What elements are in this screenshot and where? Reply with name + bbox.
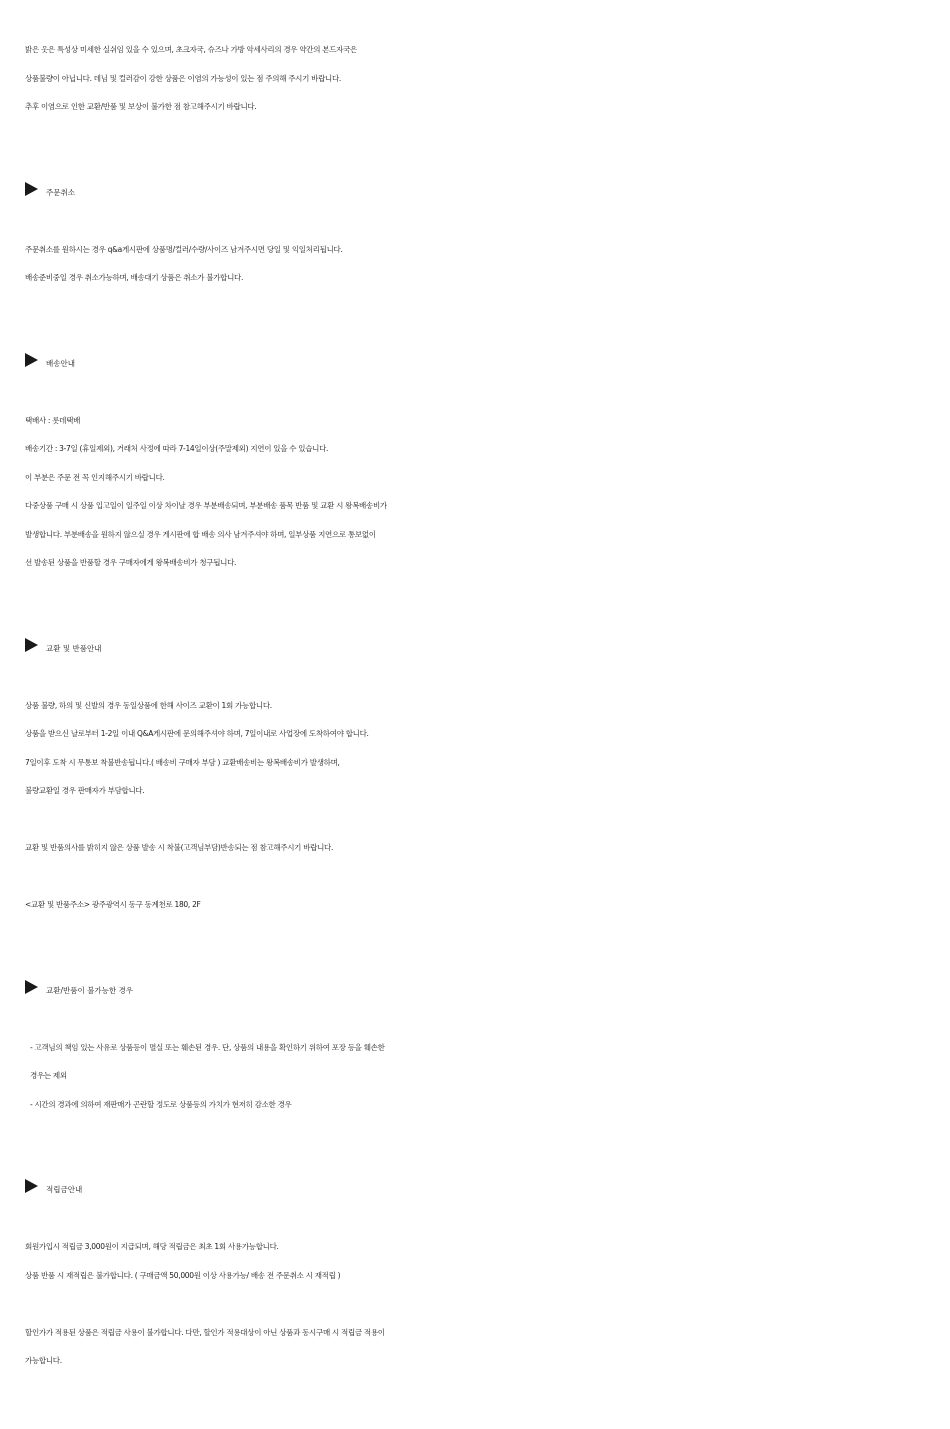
shipping-line: 배송기간 : 3-7일 (휴일제외), 거래처 사정에 따라 7-14일이상(주말제외) 지연이 있을 수 있습니다. <box>25 444 329 453</box>
section-heading <box>25 977 945 1006</box>
not-allowed-line: - 고객님의 책임 있는 사유로 상품등이 멸실 또는 훼손된 경우. 단, 상품의 내용을 확인하기 위하여 포장 등을 훼손한 <box>30 1042 385 1052</box>
not-allowed-line: 경우는 제외 <box>30 1071 67 1080</box>
exchange-line: 7일이후 도착 시 무통보 착불반송됩니다.( 배송비 구매자 부담 ) 교환배송비는 왕복배송비가 발생하며, <box>25 757 340 767</box>
order-cancel-title: 주문취소 <box>46 187 75 197</box>
shipping-line: 발생합니다. 부분배송을 원하지 않으실 경우 게시판에 합 배송 의사 남겨주셔야 하며, 일부상품 지연으로 통보없이 <box>25 529 376 539</box>
points-line: 회원가입시 적립금 3,000원이 지급되며, 해당 적립금은 최초 1회 사용가능합니다. <box>25 1242 279 1251</box>
not-allowed-section <box>25 977 945 1120</box>
section-heading <box>25 350 945 379</box>
points-line: 상품 반품 시 재적립은 불가합니다. ( 구매금액 50,000원 이상 사용가능/ 배송 전 주문취소 시 재적립 ) <box>25 1270 341 1280</box>
shipping-title: 배송안내 <box>46 358 75 368</box>
order-cancel-line: 주문취소를 원하시는 경우 q&a게시판에 상품명/컬러/수량/사이즈 남겨주시면 당일 및 익일처리됩니다. <box>25 244 343 254</box>
exchange-title: 교환 및 반품안내 <box>46 643 102 653</box>
points-line: 할인가가 적용된 상품은 적립금 사용이 불가합니다. 다만, 할인가 적용대상이 아닌 상품과 동시구매 시 적립금 적용이 <box>25 1327 385 1337</box>
section-heading <box>25 635 945 664</box>
points-line: 가능합니다. <box>25 1356 62 1365</box>
order-cancel-section <box>25 179 945 293</box>
section-heading <box>25 1176 945 1205</box>
not-allowed-title: 교환/반품이 불가능한 경우 <box>46 985 133 995</box>
shipping-line: 다중상품 구매 시 상품 입고일이 일주일 이상 차이날 경우 부분배송되며, 부분배송 품목 반품 및 교환 시 왕복배송비가 <box>25 501 387 510</box>
points-section <box>25 1176 945 1376</box>
triangle-bullet-icon <box>25 1179 38 1193</box>
exchange-line: 상품 불량, 하의 및 신발의 경우 동일상품에 한해 사이즈 교환이 1회 가능합니다. <box>25 700 272 710</box>
policy-document <box>25 36 945 1376</box>
exchange-section <box>25 635 945 920</box>
triangle-bullet-icon <box>25 353 38 367</box>
exchange-line: 상품을 받으신 날로부터 1-2일 이내 Q&A게시판에 문의해주셔야 하며, 7일이내로 사업장에 도착하여야 합니다. <box>25 729 369 738</box>
exchange-line: 불량교환일 경우 판매자가 부담합니다. <box>25 786 145 795</box>
not-allowed-line: - 시간의 경과에 의하여 재판매가 곤란할 정도로 상품등의 가치가 현저히 감소한 경우 <box>30 1099 292 1109</box>
shipping-line: 선 발송된 상품을 반품할 경우 구매자에게 왕복배송비가 청구됩니다. <box>25 558 237 567</box>
order-cancel-line: 배송준비중일 경우 취소가능하며, 배송대기 상품은 취소가 불가합니다. <box>25 273 244 282</box>
exchange-note: 교환 및 반품의사를 밝히지 않은 상품 발송 시 착불(고객님부담)반송되는 점 참고해주시기 바랍니다. <box>25 843 334 852</box>
shipping-line: 택배사 : 롯데택배 <box>25 415 81 425</box>
intro-line: 밝은 옷은 특성상 미세한 실쉬임 있을 수 있으며, 초크자국, 슈즈나 가방 악세사리의 경우 약간의 본드자국은 <box>25 45 357 54</box>
section-heading <box>25 179 945 208</box>
return-address: <교환 및 반품주소> 광주광역시 동구 동계천로 180, 2F <box>25 900 201 909</box>
triangle-bullet-icon <box>25 980 38 994</box>
triangle-bullet-icon <box>25 638 38 652</box>
intro-line: 상품불량이 아닙니다. 데님 및 컬러감이 강한 상품은 이염의 가능성이 있는 점 주의해 주시기 바랍니다. <box>25 73 342 83</box>
triangle-bullet-icon <box>25 182 38 196</box>
intro-section <box>25 36 945 122</box>
shipping-line: 이 부분은 주문 전 꼭 인지해주시기 바랍니다. <box>25 472 165 482</box>
points-title: 적립금안내 <box>46 1185 83 1194</box>
shipping-section <box>25 350 945 578</box>
intro-line: 추후 이염으로 인한 교환/반품 및 보상이 불가한 점 참고해주시기 바랍니다. <box>25 102 257 111</box>
